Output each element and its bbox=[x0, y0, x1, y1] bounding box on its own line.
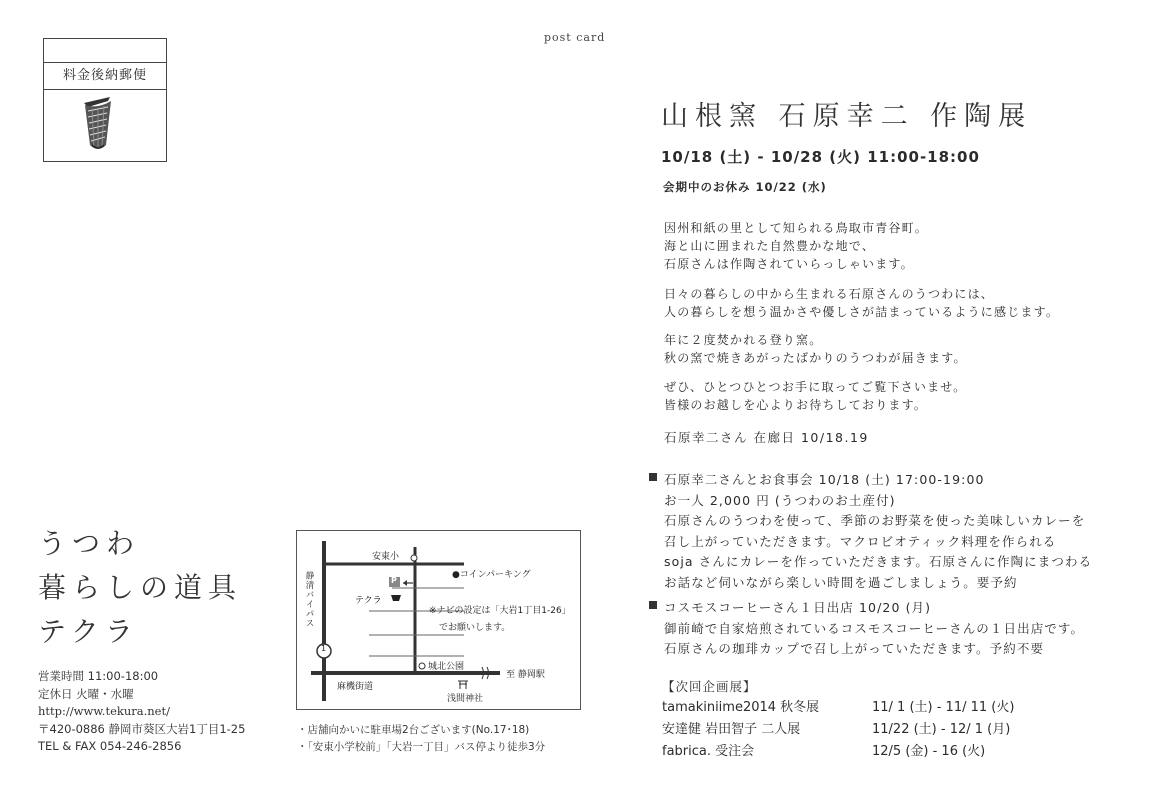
map-label-park: 城北公園 bbox=[428, 662, 465, 672]
map-label-parking: ●コインパーキング bbox=[452, 570, 531, 580]
map-notes: ・店舗向かいに駐車場2台ございます(No.17･18) ・「安東小学校前」「大岩一丁目」バス停より徒歩3分 bbox=[297, 724, 546, 753]
map-label-shop: テクラ bbox=[355, 596, 382, 606]
shop-info bbox=[38, 668, 245, 756]
map-navi-note-1: ※ナビの設定は「大岩1丁目1-26」 bbox=[429, 606, 571, 616]
map-route-number: 1 bbox=[321, 644, 327, 653]
paragraph-4: ぜひ、ひとつひとつお手に取ってご覧下さいませ。 皆様のお越しを心よりお待ちしております。 bbox=[664, 380, 967, 412]
map-navi-note-2: でお願いします。 bbox=[439, 623, 511, 633]
next-exhibitions-heading: 【次回企画展】 bbox=[662, 679, 757, 694]
bullet-square-icon bbox=[649, 473, 657, 481]
access-map bbox=[296, 530, 581, 710]
postal-mark-label: 料金後納郵便 bbox=[44, 63, 166, 90]
event-dinner: 石原幸二さんとお食事会 10/18 (土) 17:00-19:00 お一人 2,000 円 (うつわのお土産付) 石原さんのうつわを使って、季節のお野菜を使った美味しいカレーを 召し上がっていただきます。マクロビオティック料理を作られる soja さんにカレーを作っていただきます。石原さんに作陶にまつわる お話など伺いながら楽しい時間を過ごしましょう。要予約 bbox=[649, 470, 1092, 593]
closed-day: 会期中のお休み 10/22 (水) bbox=[663, 180, 827, 194]
exhibition-dates: 10/18 (土) - 10/28 (火) 11:00-18:00 bbox=[661, 148, 980, 166]
parking-icon: P bbox=[391, 576, 397, 585]
artist-presence: 石原幸二さん 在廊日 10/18.19 bbox=[664, 430, 869, 445]
map-label-bypass: 静清バイパス bbox=[304, 571, 314, 628]
website-url: http://www.tekura.net/ bbox=[38, 704, 170, 718]
business-hours: 営業時間 11:00-18:00 bbox=[38, 669, 159, 683]
exhibition-title: 山根窯 石原幸二 作陶展 bbox=[661, 101, 1033, 132]
map-label-shrine: 浅間神社 bbox=[447, 694, 484, 704]
closed-days: 定休日 火曜・水曜 bbox=[38, 686, 134, 701]
map-label-station: 至 静岡駅 bbox=[506, 670, 545, 680]
phone-fax: TEL & FAX 054-246-2856 bbox=[38, 739, 182, 753]
paragraph-1: 因州和紙の里として知られる鳥取市青谷町。 海と山に囲まれた自然豊かな地で、 石原さんは作陶されていらっしゃいます。 bbox=[664, 221, 929, 271]
post-card-label: post card bbox=[544, 31, 606, 44]
paragraph-3: 年に２度焚かれる登り窯。 秋の窯で焼きあがったばかりのうつわが届きます。 bbox=[664, 333, 967, 365]
map-label-school: 安東小 bbox=[372, 552, 400, 562]
event-coffee: コスモスコーヒーさん１日出店 10/20 (月) 御前崎で自家焙煎されているコスモスコーヒーさんの１日出店です。 石原さんの珈琲カップで召し上がっていただきます。予約不要 bbox=[649, 598, 1084, 660]
shop-name: うつわ 暮らしの道具 テクラ bbox=[38, 527, 243, 648]
basket-illustration bbox=[80, 95, 116, 159]
paragraph-2: 日々の暮らしの中から生まれる石原さんのうつわには、 人の暮らしを想う温かさや優しさが詰まっているように感じます。 bbox=[664, 287, 1060, 319]
address: 〒420-0886 静岡市葵区大岩1丁目1-25 bbox=[38, 721, 246, 736]
bullet-square-icon bbox=[649, 601, 657, 609]
postal-mark bbox=[43, 38, 167, 162]
map-label-street: 麻機街道 bbox=[337, 682, 374, 692]
